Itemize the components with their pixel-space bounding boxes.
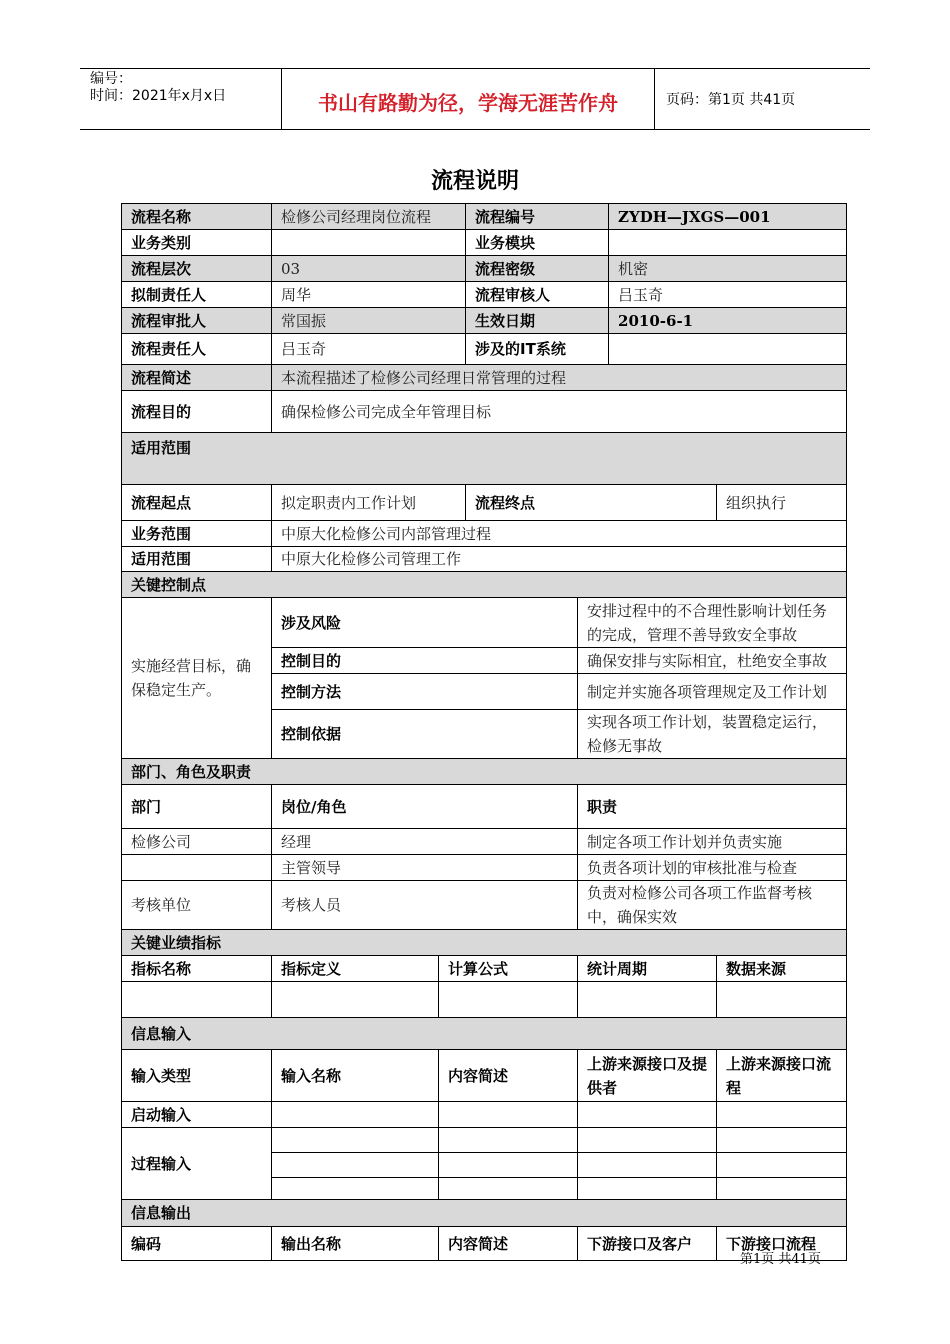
column-header: 上游来源接口及提供者 (578, 1050, 717, 1102)
empty-cell (578, 982, 717, 1018)
effective-date: 2010-6-1 (609, 308, 847, 334)
it-system (609, 334, 847, 365)
process-level: 03 (272, 256, 466, 282)
role-position: 经理 (272, 829, 578, 855)
column-header: 职责 (578, 785, 847, 829)
column-header: 上游来源接口流程 (717, 1050, 847, 1102)
field-label: 控制依据 (272, 710, 578, 759)
section-title: 信息输出 (122, 1200, 847, 1227)
section-header (122, 1200, 847, 1227)
drafter: 周华 (272, 282, 466, 308)
process-start: 拟定职责内工作计划 (272, 485, 466, 521)
process-end: 组织执行 (717, 485, 847, 521)
header-page-info: 页码：第1页 共41页 (666, 92, 796, 108)
table-row (122, 391, 847, 433)
table-row (122, 547, 847, 572)
empty-cell (122, 982, 272, 1018)
role-duty: 负责各项计划的审核批准与检查 (578, 855, 847, 881)
header-motto: 书山有路勤为径，学海无涯苦作舟 (318, 91, 618, 115)
section-header (122, 930, 847, 956)
table-row (122, 1050, 847, 1102)
field-label: 业务模块 (466, 230, 609, 256)
table-row (122, 1227, 847, 1261)
empty-cell (717, 1153, 847, 1178)
role-department: 检修公司 (122, 829, 272, 855)
table-row (122, 485, 847, 521)
business-category (272, 230, 466, 256)
document-time: 时间：2021年x月x日 (90, 88, 227, 104)
risk-value: 安排过程中的不合理性影响计划任务的完成，管理不善导致安全事故 (578, 598, 847, 648)
table-row (122, 829, 847, 855)
field-label: 流程终点 (466, 485, 717, 521)
table-row (122, 308, 847, 334)
empty-cell (717, 1102, 847, 1128)
empty-cell (578, 1153, 717, 1178)
table-row (122, 365, 847, 391)
empty-cell (578, 1102, 717, 1128)
field-label: 业务类别 (122, 230, 272, 256)
table-row (122, 204, 847, 230)
field-label: 流程简述 (122, 365, 272, 391)
process-owner: 吕玉奇 (272, 334, 466, 365)
control-method: 制定并实施各项管理规定及工作计划 (578, 674, 847, 710)
field-label: 流程起点 (122, 485, 272, 521)
empty-cell (439, 1153, 578, 1178)
role-duty: 制定各项工作计划并负责实施 (578, 829, 847, 855)
table-row (122, 521, 847, 547)
table-row (122, 282, 847, 308)
column-header: 下游接口及客户 (578, 1227, 717, 1261)
column-header: 指标名称 (122, 956, 272, 982)
field-label: 适用范围 (122, 547, 272, 572)
column-header: 统计周期 (578, 956, 717, 982)
row-label: 启动输入 (122, 1102, 272, 1128)
control-goal: 确保安排与实际相宜，杜绝安全事故 (578, 648, 847, 674)
table-row (122, 1102, 847, 1128)
role-duty: 负责对检修公司各项工作监督考核中，确保实效 (578, 881, 847, 930)
row-label: 过程输入 (122, 1128, 272, 1200)
empty-cell (578, 1128, 717, 1153)
section-title: 关键控制点 (122, 572, 847, 598)
column-header: 指标定义 (272, 956, 439, 982)
empty-cell (272, 982, 439, 1018)
role-department: 考核单位 (122, 881, 272, 930)
field-label: 拟制责任人 (122, 282, 272, 308)
process-brief: 本流程描述了检修公司经理日常管理的过程 (272, 365, 847, 391)
header-meta (90, 71, 226, 105)
empty-cell (717, 1178, 847, 1200)
column-header: 内容简述 (439, 1227, 578, 1261)
table-row (122, 956, 847, 982)
table-row (122, 785, 847, 829)
section-title: 适用范围 (122, 433, 847, 485)
process-name: 检修公司经理岗位流程 (272, 204, 466, 230)
empty-cell (578, 1178, 717, 1200)
empty-cell (717, 982, 847, 1018)
column-header: 部门 (122, 785, 272, 829)
header-divider (654, 69, 655, 129)
empty-cell (439, 982, 578, 1018)
field-label: 控制方法 (272, 674, 578, 710)
apply-scope: 中原大化检修公司管理工作 (272, 547, 847, 572)
page-header (80, 68, 870, 130)
column-header: 数据来源 (717, 956, 847, 982)
section-header (122, 433, 847, 485)
role-position: 主管领导 (272, 855, 578, 881)
empty-cell (717, 1128, 847, 1153)
table-row (122, 855, 847, 881)
business-scope: 中原大化检修公司内部管理过程 (272, 521, 847, 547)
empty-cell (272, 1102, 439, 1128)
field-label: 涉及风险 (272, 598, 578, 648)
field-label: 生效日期 (466, 308, 609, 334)
approver: 常国振 (272, 308, 466, 334)
column-header: 岗位/角色 (272, 785, 578, 829)
process-purpose: 确保检修公司完成全年管理目标 (272, 391, 847, 433)
page-footer: 第1页 共41页 (740, 1252, 821, 1267)
field-label: 流程密级 (466, 256, 609, 282)
reviewer: 吕玉奇 (609, 282, 847, 308)
section-header (122, 759, 847, 785)
document-number-label: 编号： (90, 71, 132, 87)
empty-cell (439, 1178, 578, 1200)
column-header: 输入类型 (122, 1050, 272, 1102)
table-row (122, 881, 847, 930)
table-row (122, 982, 847, 1018)
control-basis: 实现各项工作计划，装置稳定运行，检修无事故 (578, 710, 847, 759)
section-header (122, 1018, 847, 1050)
empty-cell (272, 1153, 439, 1178)
field-label: 流程编号 (466, 204, 609, 230)
empty-cell (272, 1128, 439, 1153)
field-label: 流程层次 (122, 256, 272, 282)
document-title: 流程说明 (430, 169, 519, 194)
field-label: 流程名称 (122, 204, 272, 230)
process-table (121, 203, 847, 1261)
control-point-text: 实施经营目标，确保稳定生产。 (122, 598, 272, 759)
table-row (122, 1128, 847, 1153)
field-label: 控制目的 (272, 648, 578, 674)
section-title: 信息输入 (122, 1018, 847, 1050)
process-code: ZYDH—JXGS—001 (609, 204, 847, 230)
field-label: 涉及的IT系统 (466, 334, 609, 365)
table-row (122, 230, 847, 256)
column-header: 输出名称 (272, 1227, 439, 1261)
section-title: 部门、角色及职责 (122, 759, 847, 785)
field-label: 流程责任人 (122, 334, 272, 365)
field-label: 流程审核人 (466, 282, 609, 308)
field-label: 业务范围 (122, 521, 272, 547)
role-position: 考核人员 (272, 881, 578, 930)
column-header: 编码 (122, 1227, 272, 1261)
secret-level: 机密 (609, 256, 847, 282)
column-header: 输入名称 (272, 1050, 439, 1102)
empty-cell (439, 1102, 578, 1128)
field-label: 流程审批人 (122, 308, 272, 334)
table-row (122, 256, 847, 282)
empty-cell (272, 1178, 439, 1200)
table-row (122, 334, 847, 365)
section-header (122, 572, 847, 598)
section-title: 关键业绩指标 (122, 930, 847, 956)
column-header: 计算公式 (439, 956, 578, 982)
field-label: 流程目的 (122, 391, 272, 433)
empty-cell (439, 1128, 578, 1153)
table-row (122, 598, 847, 648)
role-department (122, 855, 272, 881)
business-module (609, 230, 847, 256)
column-header: 内容简述 (439, 1050, 578, 1102)
column-header: 下游接口流程 (717, 1227, 847, 1261)
